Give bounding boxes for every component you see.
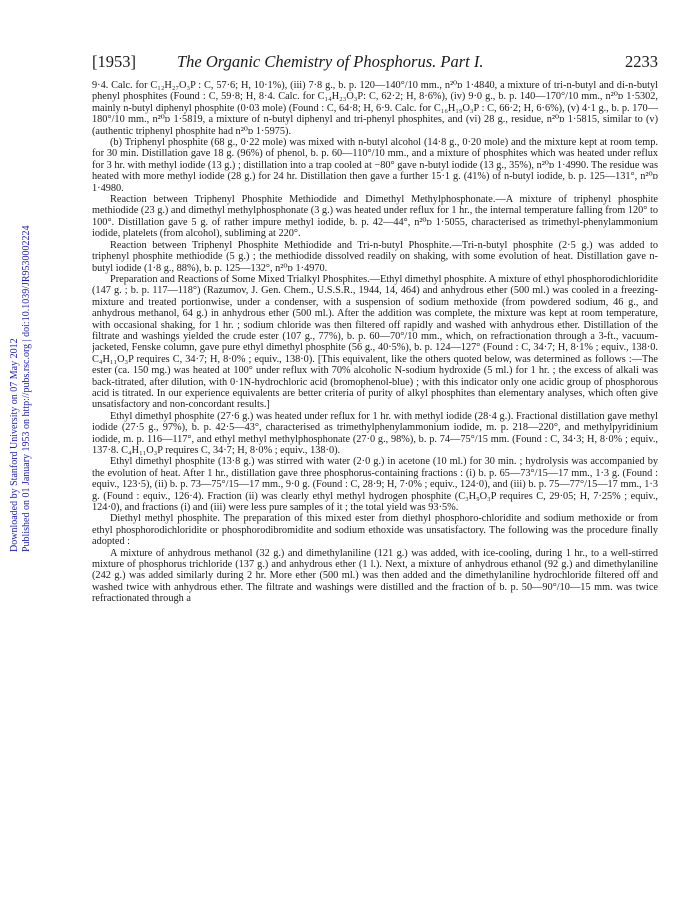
publication-notice: Published on 01 January 1953 on http://pubs.rsc.org | doi:10.1039/JR9530002224 bbox=[21, 225, 32, 552]
page-number: 2233 bbox=[625, 52, 658, 71]
paragraph-mixed-trialkyl-preparation: Preparation and Reactions of Some Mixed Trialkyl Phosphites.—Ethyl dimethyl phosphite. A mixture of ethyl phosphorodichloridite (147 g. ; b. p. 117—118°) (Razumov, J. Gen. Chem., U.S.S.R., 1944, 14, 464) and anhydrous ether (500 ml.) was cooled in a freezing-mixture and treated portionwise, under a condenser, with a suspension of sodium methoxide (from powdered sodium, 46 g., and anhydrous methanol, 64 g.) in anhydrous ether (500 ml.). After the addition was complete, the mixture was kept at room temperature, with occasional shaking, for 1 hr. ; sodium chloride was then filtered off rapidly and washed with anhydrous ether. Distillation of the filtrate and washings yielded the crude ester (107 g., 77%), b. p. 60—70°/10 mm., which, on refractionation through a 3-ft., vacuum-jacketed, Fenske column, gave pure ethyl dimethyl phosphite (56 g., 40·5%), b. p. 124—127° (Found : C, 34·7; H, 8·1% ; equiv., 138·0. C₄H₁₁O₃P requires C, 34·7; H, 8·0% ; equiv., 138·0). [This equivalent, like the others quoted below, was determined as follows :—The ester (ca. 150 mg.) was heated at 100° under reflux with 70% alcoholic N-sodium hydroxide (5 ml.) for 1 hr. ; the excess of alkali was back-titrated, after dilution, with 0·1N-hydrochloric acid (bromophenol-blue) ; with this indicator only one acidic group of phosphorous acid is titrated. In our experience equivalents are better criteria of purity of alkyl phosphites than elementary analyses, which often give unsatisfactory and non-concordant results.] bbox=[92, 273, 658, 411]
header-year: [1953] bbox=[92, 52, 136, 71]
download-notice: Downloaded by Stanford University on 07 May 2012 bbox=[9, 338, 20, 552]
paragraph-hydrolysis: Ethyl dimethyl phosphite (13·8 g.) was stirred with water (2·0 g.) in acetone (10 ml.) for 30 min. ; hydrolysis was accompanied by the evolution of heat. After 1 hr., distillation gave three phosphorus-containing fractions : (i) b. p. 65—73°/15—17 mm., 1·3 g. (Found : equiv., 123·5), (ii) b. p. 73—75°/15—17 mm., 9·0 g. (Found : C, 28·9; H, 7·0% ; equiv., 124·0), and (iii) b. p. 75—77°/15—17 mm., 1·3 g. (Found : equiv., 126·4). Fraction (ii) was clearly ethyl methyl hydrogen phosphite (C₃H₉O₃P requires C, 29·05; H, 7·25% ; equiv., 124·0), and fractions (i) and (iii) were less pure samples of it ; the total yield was 93·5%. bbox=[92, 456, 658, 514]
running-header bbox=[92, 52, 658, 74]
paragraph-triphenyl-phosphite: (b) Triphenyl phosphite (68 g., 0·22 mole) was mixed with n-butyl alcohol (14·8 g., 0·20 mole) and the mixture kept at room temp. for 30 min. Distillation gave 18 g. (96%) of phenol, b. p. 60—110°/10 mm., and a mixture of phosphites which was heated under reflux for 3 hr. with methyl iodide (13 g.) ; distillation into a trap cooled at −80° gave n-butyl iodide (13 g., 35%), n²⁰ᴅ 1·4990. The residue was heated with more methyl iodide (28 g.) for 24 hr. Distillation then gave a further 15·1 g. (41%) of n-butyl iodide, b. p. 125—131°, n²⁰ᴅ 1·4980. bbox=[92, 137, 658, 194]
paragraph-procedure: A mixture of anhydrous methanol (32 g.) and dimethylaniline (121 g.) was added, with ice-cooling, during 1 hr., to a well-stirred mixture of phosphorus trichloride (137 g.) and anhydrous ether (1 l.). Next, a mixture of anhydrous ethanol (92 g.) and dimethylaniline (242 g.) was added similarly during 2 hr. More ether (500 ml.) was then added and the dimethylaniline hydrochloride filtered off and washed twice with anhydrous ether. The filtrate and washings were distilled and the fraction of b. p. 50—90°/10—15 mm. was twice refractionated through a bbox=[92, 547, 658, 605]
paragraph-methylphosphonate-reaction: Reaction between Triphenyl Phosphite Methiodide and Dimethyl Methylphosphonate.—A mixture of triphenyl phosphite methiodide (23 g.) and dimethyl methylphosphonate (3 g.) was heated under reflux for 1 hr., the internal temperature falling from 120° to 100°. Distillation gave 5 g. of rather impure methyl iodide, b. p. 42—44°, n²⁰ᴅ 1·5055, characterised as trimethyl-phenylammonium iodide, platelets (from alcohol), subliming at 220°. bbox=[92, 194, 658, 240]
provenance-sidebar bbox=[6, 196, 32, 556]
paragraph-tributyl-reaction: Reaction between Triphenyl Phosphite Methiodide and Tri-n-butyl Phosphite.—Tri-n-butyl phosphite (2·5 g.) was added to triphenyl phosphite methiodide (5 g.) ; the methiodide dissolved readily on shaking, with some evolution of heat. Distillation gave n-butyl iodide (1·8 g., 88%), b. p. 125—132°, n²⁰ᴅ 1·4970. bbox=[92, 239, 658, 274]
paragraph-methyl-iodide-reflux: Ethyl dimethyl phosphite (27·6 g.) was heated under reflux for 1 hr. with methyl iodide (28·4 g.). Fractional distillation gave methyl iodide (27·5 g., 97%), b. p. 42·5—43°, characterised as trimethylphenylammonium iodide, m. p. 218—220°, and methylpyridinium iodide, m. p. 116—117°, and ethyl methyl methylphosphonate (27·0 g., 98%), b. p. 74—75°/15 mm. (Found : C, 34·3; H, 8·0% ; equiv., 137·8. C₄H₁₁O₃P requires C, 34·7; H, 8·0% ; equiv., 138·0). bbox=[92, 410, 658, 456]
header-title: The Organic Chemistry of Phosphorus. Part I. bbox=[177, 52, 484, 71]
paragraph-diethyl-methyl-phosphite: Diethyl methyl phosphite. The preparation of this mixed ester from diethyl phosphoro-chloridite and sodium methoxide or from ethyl phosphorodichloridite or phosphorodibromidite and sodium ethoxide was unsatisfactory. The following was the procedure finally adopted : bbox=[92, 513, 658, 548]
article-body bbox=[92, 80, 658, 900]
paragraph-continuation: 9·4. Calc. for C₁₂H₂₇O₃P : C, 57·6; H, 10·1%), (iii) 7·8 g., b. p. 120—140°/10 mm., n²⁰ᴅ 1·4840, a mixture of tri-n-butyl and di-n-butyl phenyl phosphites (Found : C, 59·8; H, 8·4. Calc. for C₁₄H₂₃O₃P: C, 62·2; H, 8·6%), (iv) 9·0 g., b. p. 140—170°/10 mm., n²⁰ᴅ 1·5302, mainly n-butyl diphenyl phosphite (0·03 mole) (Found : C, 64·8; H, 6·9. Calc. for C₁₆H₁₉O₃P : C, 66·2; H, 6·6%), (v) 4·1 g., b. p. 170—180°/10 mm., n²⁰ᴅ 1·5819, a mixture of n-butyl diphenyl and tri-phenyl phosphites, and (vi) 28 g., residue, n²⁰ᴅ 1·5815, similar to (v) (authentic triphenyl phosphite had n²⁰ᴅ 1·5975). bbox=[92, 80, 658, 137]
